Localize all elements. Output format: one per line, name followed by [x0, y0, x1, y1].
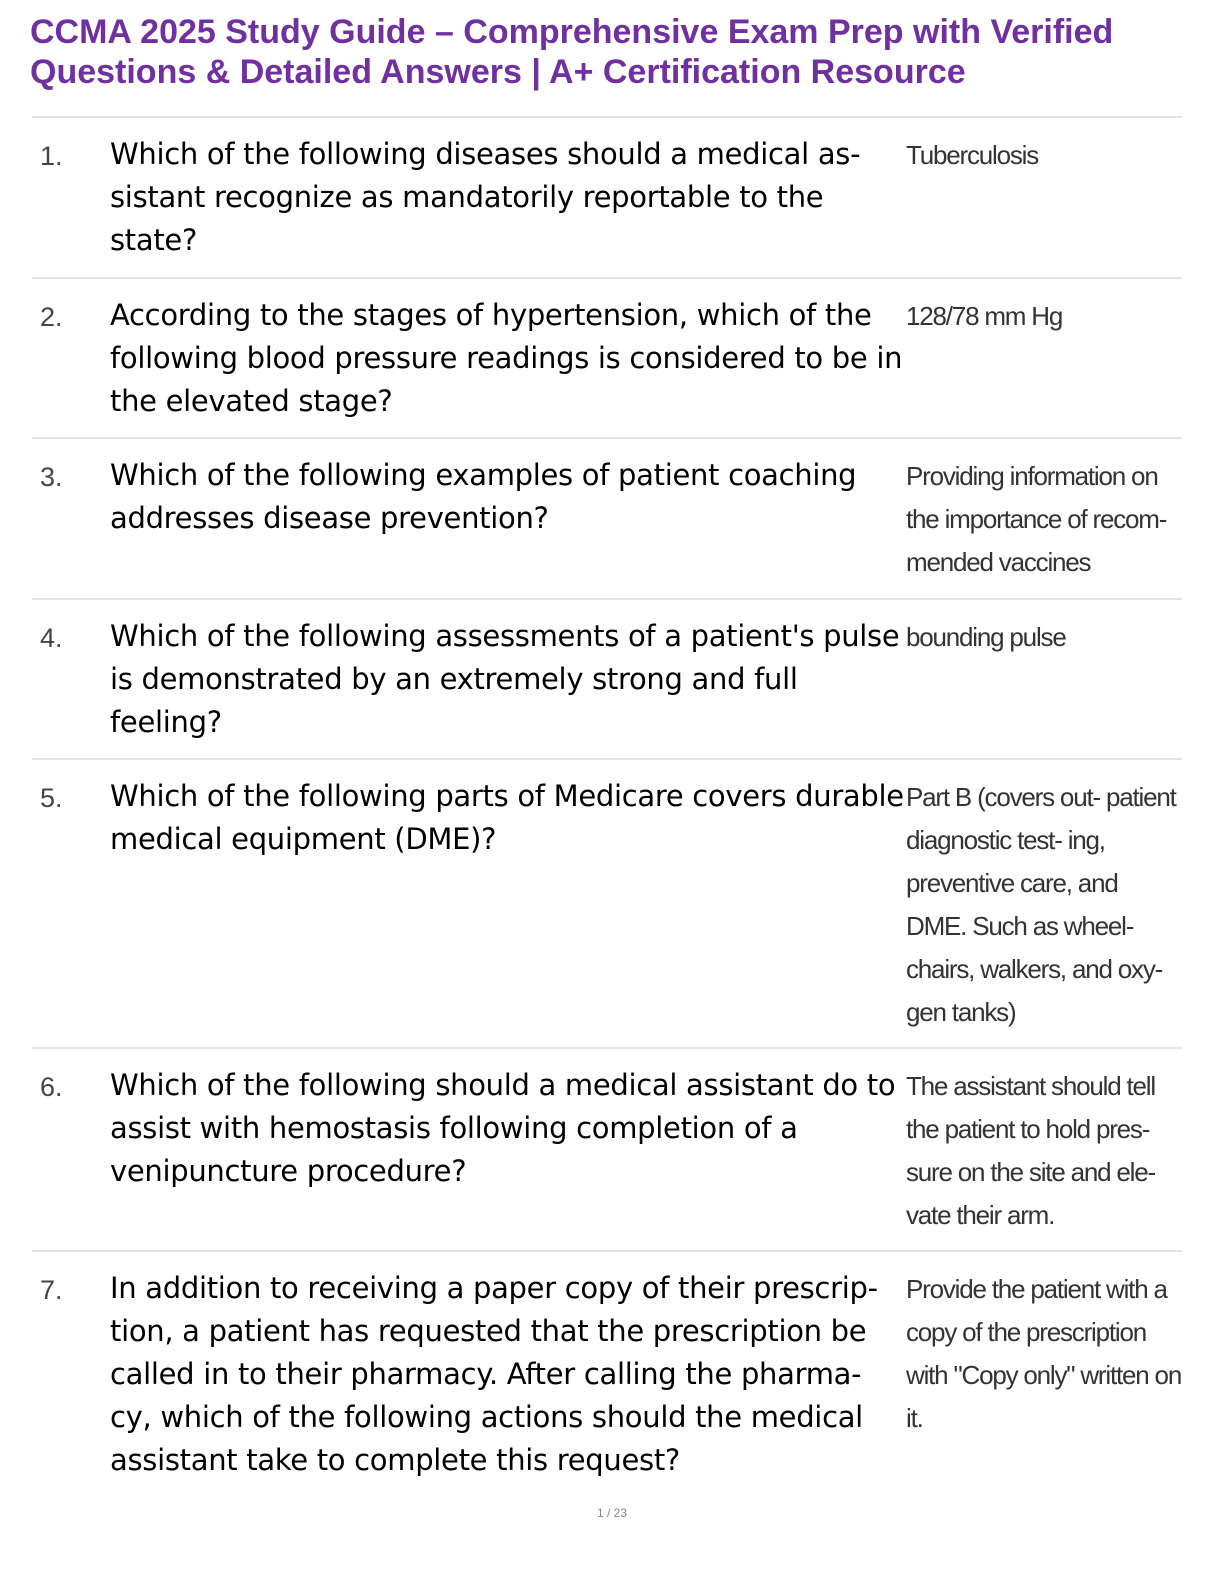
question-text: Which of the following parts of Medicare covers durable medical equipment (DME)? — [110, 779, 904, 856]
question-text: In addition to receiving a paper copy of their prescrip- tion, a patient has requested that the prescription be called in to their pharmacy. After calling the pharma- cy, which of the following actions should the medical assistant take to complete this request? — [110, 1271, 878, 1477]
qa-row-5 — [32, 758, 1182, 1047]
qa-list — [32, 116, 1182, 1490]
answer-text: Providing information on the importance of recom- mended vaccines — [906, 461, 1167, 577]
answer-text: 128/78 mm Hg — [906, 301, 1063, 331]
document-title: CCMA 2025 Study Guide – Comprehensive Exam Prep with Verified Questions & Detailed Answers | A+ Certification Resource — [30, 13, 1114, 91]
qa-row-1 — [32, 116, 1182, 277]
question-text: Which of the following examples of patient coaching addresses disease prevention? — [110, 458, 857, 535]
question-number: 2. — [40, 302, 63, 332]
page-number: 1 / 23 — [596, 1506, 628, 1520]
question-number: 7. — [40, 1275, 63, 1305]
qa-row-3 — [32, 437, 1182, 598]
answer-text: Provide the patient with a copy of the prescription with "Copy only" written on it. — [906, 1274, 1182, 1433]
answer-text: bounding pulse — [906, 622, 1066, 652]
qa-row-4 — [32, 598, 1182, 758]
question-text: Which of the following assessments of a patient's pulse is demonstrated by an extremely strong and full feeling? — [110, 619, 900, 739]
answer-text: Tuberculosis — [906, 140, 1039, 170]
answer-text: The assistant should tell the patient to hold pres- sure on the site and ele- vate their arm. — [906, 1071, 1155, 1230]
question-number: 4. — [40, 623, 63, 653]
qa-row-6 — [32, 1047, 1182, 1250]
question-text: Which of the following diseases should a medical as- sistant recognize as mandatorily reportable to the state? — [110, 137, 861, 257]
question-text: According to the stages of hypertension, which of the following blood pressure readings is considered to be in the elevated stage? — [110, 298, 903, 418]
question-number: 6. — [40, 1072, 63, 1102]
question-number: 3. — [40, 462, 63, 492]
question-number: 5. — [40, 783, 63, 813]
qa-row-7 — [32, 1250, 1182, 1490]
question-text: Which of the following should a medical assistant do to assist with hemostasis following completion of a venipuncture procedure? — [110, 1068, 896, 1188]
answer-text: Part B (covers out- patient diagnostic test- ing, preventive care, and DME. Such as wheel- chairs, walkers, and oxy- gen tanks) — [906, 782, 1176, 1027]
qa-row-2 — [32, 277, 1182, 437]
question-number: 1. — [40, 141, 63, 171]
